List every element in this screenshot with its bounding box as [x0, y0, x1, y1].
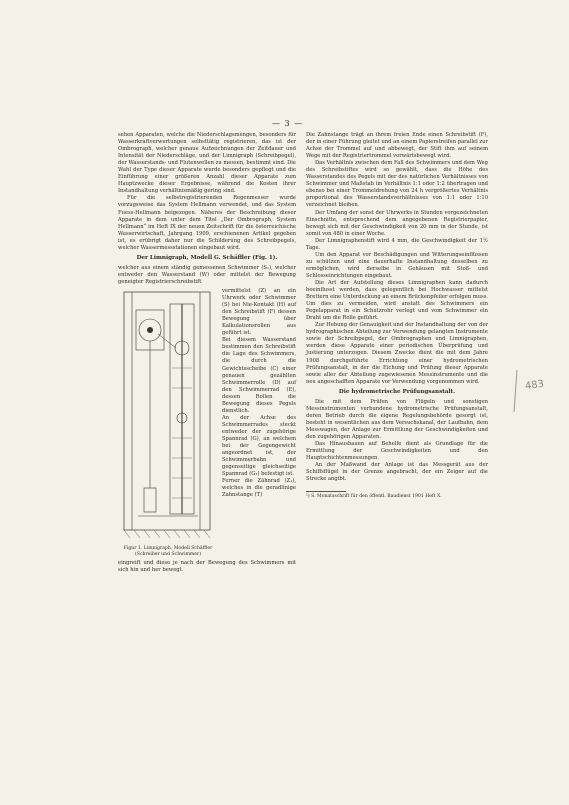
- paragraph: Zur Hebung der Genauigkeit und der Instandhaltung der von der hydrographischen Abteilung zur Verwendung gelangten Instrumente sowie der Schreibpegel, der Ombrographen und Limnigraphen, werden diese Apparate einer periodischen Überprüfung und Justierung unterzogen. Diesem Zwecke dient die mit dem Jahre 1908 durchgeführte Errichtung einer hydrometrischen Prüfungsanstalt, in der die Eichung und Prüfung dieser Apparate sowie aller der Abteilung zugewiesenen Messinstrumente und die neu angeschafften Apparate vor Verwendung vorgenommen wird.: [306, 322, 488, 385]
- paragraph: eingreift und diese je nach der Bewegung des Schwimmers mit sich hin und her bewegt.: [118, 559, 296, 574]
- margin-pencil-mark: [514, 370, 520, 412]
- paragraph: Die mit dem Prüfen von Flügeln und sonstigen Messinstrumenten verbundene hydrometrische Prüfungsanstalt, deren Betrieb durch die eigene Regelungsbehörde gesorgt ist, besteht in wesentlichen aus dem Versuchskanal, der Laufbahn, dem Messwagen, der Anlage zur Ermittlung der Geschwindigkeiten und den zugehörigen Apparaten.: [306, 398, 488, 440]
- footnote: ¹) S. Monatsschrift für den öffentl. Baudienst 1901 Heft X.: [306, 494, 442, 500]
- paragraph: An der Maßwand der Anlage ist das Messgerät aus der Schiffsflügel in der Grenze angebracht, der ein Zeiger auf die Strecke angibt.: [306, 462, 488, 483]
- paragraph: welcher aus einem ständig gemessenen Schwimmer (S₁), welcher entweder den Wasserstand (W) oder mittelst der Bewegung geneigter Registrierschreibstift: [118, 264, 296, 285]
- page-number: — 3 —: [272, 119, 304, 128]
- paragraph: Bei diesem Wasserstand bestimmen den Schreibstift die Lage des Schwimmers, die durch die Gewichtsscheibe (C) einer genauen gezählten Schwimmerrolle (D) auf den Schwimmerrad (E), dessen Rollen die Bewegung dieses Pegels dienstlich.: [222, 337, 296, 414]
- paragraph: Ferner die Zähnrad (Z₁), welches in die geradlinige Zahnstange (T): [222, 478, 296, 499]
- paragraph: Das Verhältnis zwischen dem Fall des Schwimmers und dem Weg des Schreibstiftes wird so gewählt, dass die Höhe des Wasserstandes des Pegels mit der des natürlichen Verhältnisses von Schwimmer und Maßstab im Verhältnis 1:1 oder 1:2 übertragen und ebenso bei einer Trommeldrehung von 24 h vergrößertes Verhältnis proportional des Wasserstandsverhältnisses von 1:1 oder 1:10 verzeichnet bleiben.: [306, 160, 488, 209]
- paragraph: Die Art der Aufstellung dieses Limnigraphen kann dadurch beeinflusst werden, dass gelegentlich bei Hochwasser mittelst Brettern eine Unterdeckung an einem Brückenpfeiler erfolgen muss. Um dies zu vermeiden, wird anstatt des Schwimmers ein Pegelapparat in ein Schutzrohr verlegt und vom Schwimmer ein Draht um die Rolle geführt.: [306, 279, 488, 322]
- limnigraph-figure: [118, 288, 218, 543]
- section-heading: Der Limnigraph, Modell G. Schäffler (Fig. 1).: [136, 254, 278, 261]
- paragraph: Der Umfang der sonst der Uhrwerks in Stunden vorgezeichneten Einschnitte, entsprechend dem angegebenen Registrierpapier, bewegt sich mit der Geschwindigkeit von 20 mm in der Stunde, ist somit von 480 in einer Woche.: [306, 209, 488, 237]
- paragraph: vermittelst (Z) an ein Uhrwerk oder Schwimmer (S) bei Nie-Kontakt (H) auf den Schreibstift (F) dessen Bewegung über Kalkulationsrollen aus geführt ist.: [222, 287, 296, 337]
- left-column: [118, 132, 296, 574]
- figure-side-text: [222, 288, 296, 499]
- paragraph: An der Achse des Schwimmerrades steckt entweder der zugehörige Spannrad (G), an welchem bei der Gegengewicht angeordnet ist, der Schwimmerbahn und gegenseitige gleichseitige Spannrad (G₂) befestigt ist.: [222, 414, 296, 478]
- paragraph: Für die selbstregistrierenden Regenmesser wurde vorzugsweise das System Hellmann verwendet, und das System Fuess-Hellmann beigezogen. Näheres der Beschreibung dieser Apparate in dem unter dem Titel „Der Ombrograph, System Hellmann“ im Heft IX der neuen Zeitschrift für die österreichische Wasserwirtschaft, Jahrgang 1909, erschienenen Artikel gegeben ist, es erübrigt daher nur die Schilderung des Schreibpegels, welcher Wassermessstationen eingebaut wird.: [118, 195, 296, 251]
- right-column: [306, 132, 488, 500]
- paragraph: Der Limnigraphenstift wird 4 mm, die Geschwindigkeit der 1½ Tage.: [306, 237, 488, 251]
- figure-caption: Figur 1. Limnigraph, Modell Schäffler (Schreiber und Schwimmer): [123, 545, 213, 557]
- margin-handwritten-number: 483: [524, 378, 545, 393]
- paragraph: sehen Apparaten, welche die Niederschlagsmengen, besonders für Wasserkraftverwertungen selbsttätig registrieren, das ist der Ombrograph, welcher genaue Aufzeichnungen der Zeitdauer und Intensität der Niederschläge, und der Limnigraph (Schreibpegel), der Wasserstands- und Flutenwellen zu messen, bestimmt sind. Die Wahl der Type dieser Apparate wurde besonders gepflegt und die Einführung einer größeren Anzahl dieser Apparate zum Hauptzwecke dieser Ergebnisse, während die Kosten ihrer Instandhaltung verhältnismäßig gering sind.: [118, 132, 296, 195]
- figure-block: [118, 288, 296, 558]
- paragraph: Die Zahnstange trägt an ihrem freien Ende einen Schreibstift (F), der in einer Führung gleitet und an einem Papierstreifen parallel zur Achse der Trommel auf und abbewegt, der Stift ihm auf seinem Wege mit der Registriertrommel vorwärtsbewegt wird.: [306, 132, 488, 160]
- paragraph: Um den Apparat vor Beschädigungen und Witterungseinflüssen zu schützen und eine dauerhafte Instandhaltung desselben zu ermöglichen, wird derselbe in Gehäusen mit Stoß- und Schlosseinrichtungen eingebaut.: [306, 251, 488, 279]
- section-heading: Die hydrometrische Prüfungsanstalt.: [338, 388, 456, 395]
- paragraph: Das Hinausbauen auf Behelfe dient als Grundlage für die Ermittlung der Geschwindigkeiten und den Hauptschichtenmessungen.: [306, 441, 488, 462]
- footnote-divider: [306, 491, 346, 492]
